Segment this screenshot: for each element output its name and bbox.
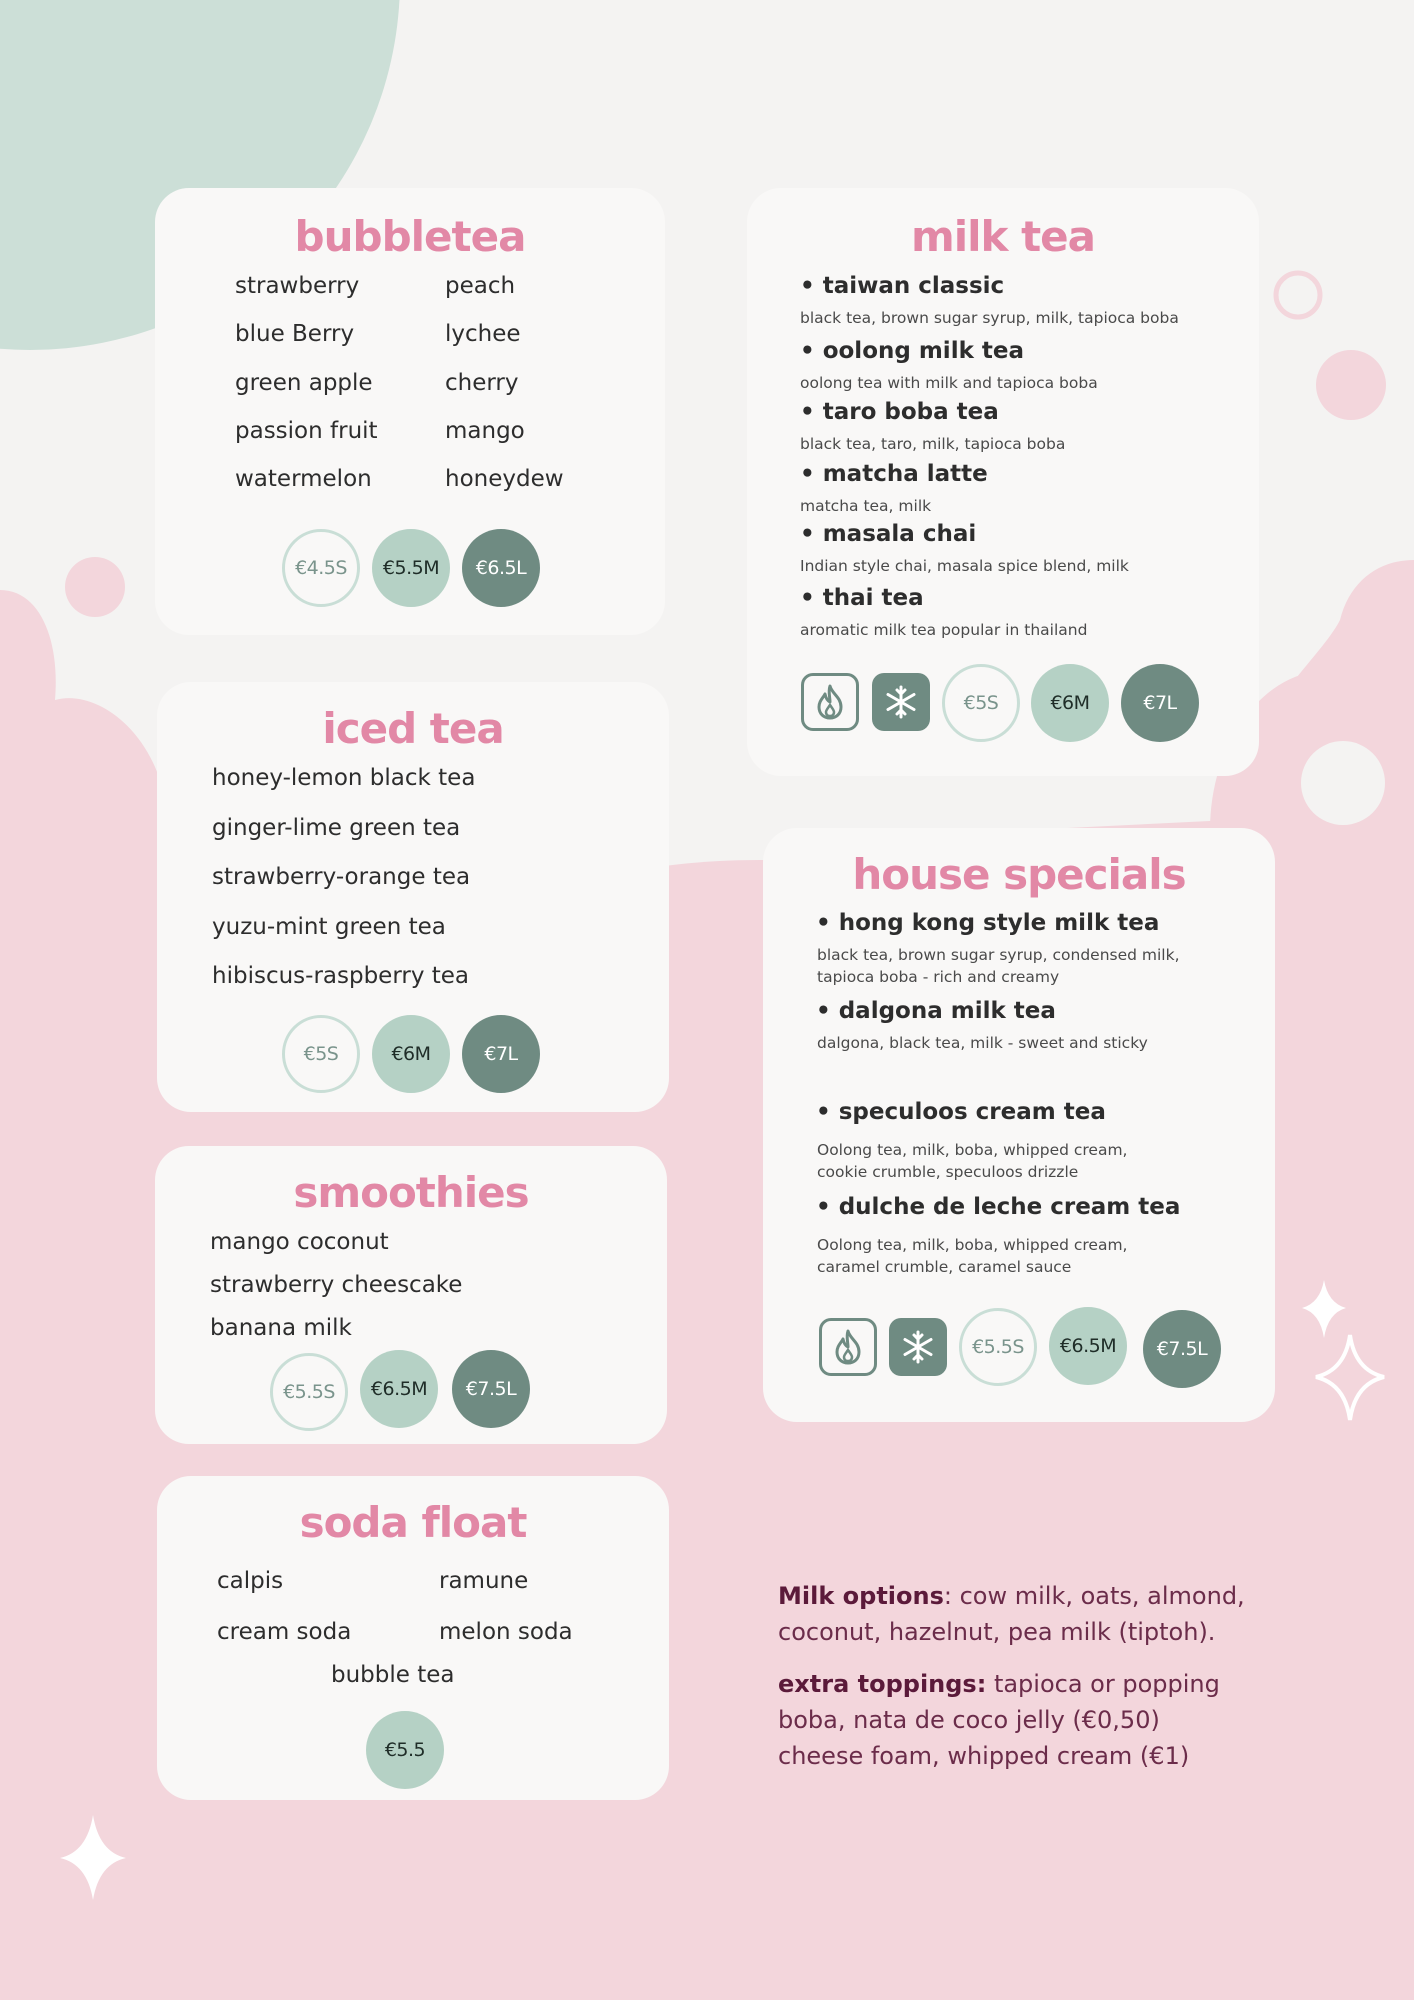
extra-toppings-text: tapioca or popping [986, 1670, 1220, 1698]
extra-toppings-note [778, 1666, 1298, 1774]
menu-item: ramune [439, 1568, 529, 1594]
milk-options-label: Milk options [778, 1582, 944, 1610]
menu-item: calpis [217, 1568, 284, 1594]
menu-item-desc: dalgona, black tea, milk - sweet and sticky [817, 1034, 1148, 1052]
menu-item-name: • thai tea [800, 585, 924, 611]
light-dot [1301, 741, 1385, 825]
menu-item: strawberry-orange tea [212, 864, 471, 890]
price-small: €4.5S [282, 529, 360, 607]
menu-item: ginger-lime green tea [212, 815, 461, 841]
menu-item-name: • dulche de leche cream tea [816, 1194, 1181, 1220]
menu-item-name: • hong kong style milk tea [816, 910, 1160, 936]
menu-item-desc: black tea, brown sugar syrup, milk, tapioca boba [800, 309, 1179, 327]
menu-item-name: • matcha latte [800, 461, 988, 487]
soda-float-title: soda float [299, 1498, 527, 1547]
menu-item-desc: tapioca boba - rich and creamy [817, 968, 1060, 986]
menu-item: mango coconut [210, 1229, 389, 1255]
price-large: €7.5L [452, 1350, 530, 1428]
flavor-item: lychee [445, 321, 521, 347]
menu-item-desc: matcha tea, milk [800, 497, 932, 515]
price-small: €5.5S [270, 1353, 348, 1431]
milk-tea-card [747, 188, 1259, 776]
menu-item-name: • speculoos cream tea [816, 1099, 1106, 1125]
hot-option-box [819, 1318, 877, 1376]
menu-item-name: • taro boba tea [800, 399, 999, 425]
house-specials-title: house specials [852, 850, 1186, 899]
price-small: €5S [942, 664, 1020, 742]
menu-item-desc: Oolong tea, milk, boba, whipped cream, [817, 1141, 1128, 1159]
flavor-item: honeydew [445, 466, 564, 492]
flavor-item: mango [445, 418, 525, 444]
price-large: €7L [462, 1015, 540, 1093]
extra-toppings-label: extra toppings: [778, 1670, 987, 1698]
price-small: €5S [282, 1015, 360, 1093]
pink-ring [1276, 273, 1320, 317]
price-medium: €6M [1031, 664, 1109, 742]
price-medium: €6.5M [1049, 1307, 1127, 1385]
milk-options-text-2: coconut, hazelnut, pea milk (tiptoh). [778, 1618, 1216, 1646]
menu-item: melon soda [439, 1619, 573, 1645]
extra-toppings-text-2: boba, nata de coco jelly (€0,50) [778, 1706, 1160, 1734]
price-large: €6.5L [462, 529, 540, 607]
smoothies-card [155, 1146, 667, 1444]
bubbletea-title: bubbletea [294, 212, 526, 261]
menu-item: bubble tea [331, 1662, 455, 1688]
flavor-item: peach [445, 273, 516, 299]
milk-options-text: : cow milk, oats, almond, [943, 1582, 1245, 1610]
smoothies-title: smoothies [293, 1168, 529, 1217]
flavor-item: green apple [235, 370, 373, 396]
snowflake-icon [883, 684, 919, 720]
extra-toppings-text-3: cheese foam, whipped cream (€1) [778, 1742, 1190, 1770]
flavor-item: strawberry [235, 273, 360, 299]
iced-tea-title: iced tea [322, 704, 504, 753]
menu-item-desc: black tea, brown sugar syrup, condensed milk, [817, 946, 1180, 964]
price-medium: €6M [372, 1015, 450, 1093]
cold-option-box [889, 1318, 947, 1376]
milk-tea-title: milk tea [910, 212, 1095, 261]
flavor-item: cherry [445, 370, 519, 396]
flavor-item: passion fruit [235, 418, 378, 444]
price-large: €7.5L [1143, 1310, 1221, 1388]
price-small: €5.5S [959, 1308, 1037, 1386]
menu-item: honey-lemon black tea [212, 765, 476, 791]
price-large: €7L [1121, 664, 1199, 742]
menu-item-name: • dalgona milk tea [816, 998, 1056, 1024]
menu-item: strawberry cheescake [210, 1272, 463, 1298]
flame-icon [813, 683, 847, 721]
hot-option-box [801, 673, 859, 731]
soda-float-card [157, 1476, 669, 1800]
house-specials-card [763, 828, 1275, 1422]
menu-item-desc: cookie crumble, speculoos drizzle [817, 1163, 1079, 1181]
menu-item: cream soda [217, 1619, 352, 1645]
pink-dot [1316, 350, 1386, 420]
menu-item-desc: Indian style chai, masala spice blend, milk [800, 557, 1129, 575]
menu-item-name: • oolong milk tea [800, 338, 1024, 364]
iced-tea-card [157, 682, 669, 1112]
pink-dot [65, 557, 125, 617]
menu-item: banana milk [210, 1315, 352, 1341]
menu-item-name: • taiwan classic [800, 273, 1005, 299]
price-medium: €5.5M [372, 529, 450, 607]
menu-item-desc: oolong tea with milk and tapioca boba [800, 374, 1098, 392]
cold-option-box [872, 673, 930, 731]
menu-item-desc: Oolong tea, milk, boba, whipped cream, [817, 1236, 1128, 1254]
flame-icon [831, 1328, 865, 1366]
menu-item-desc: caramel crumble, caramel sauce [817, 1258, 1072, 1276]
flavor-item: watermelon [235, 466, 372, 492]
menu-item-name: • masala chai [800, 521, 977, 547]
milk-options-note [778, 1578, 1298, 1650]
bubbletea-card [155, 188, 665, 635]
price-medium: €6.5M [360, 1350, 438, 1428]
menu-item-desc: aromatic milk tea popular in thailand [800, 621, 1088, 639]
price-single: €5.5 [366, 1711, 444, 1789]
snowflake-icon [900, 1329, 936, 1365]
menu-item: yuzu-mint green tea [212, 914, 446, 940]
menu-item: hibiscus-raspberry tea [212, 963, 470, 989]
flavor-item: blue Berry [235, 321, 355, 347]
menu-item-desc: black tea, taro, milk, tapioca boba [800, 435, 1066, 453]
